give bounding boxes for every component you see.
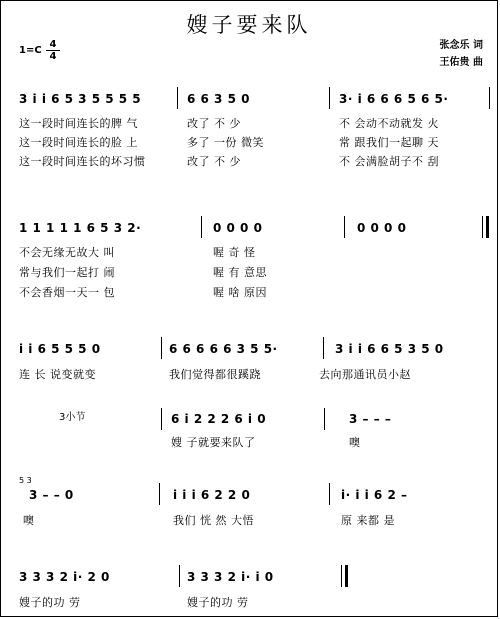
barline	[323, 337, 324, 359]
time-signature	[46, 39, 60, 62]
barline	[179, 565, 180, 587]
measure-notes: 1 1 1 1 1 6 5 3 2·	[19, 221, 142, 235]
barline	[161, 408, 162, 430]
lyric-verse-1: 不会无缘无故大 叫	[19, 246, 115, 259]
song-title: 嫂子要来队	[186, 13, 312, 37]
barline	[177, 87, 178, 109]
time-signature-top: 4	[49, 39, 57, 50]
lyric-verse-3: 这一段时间连长的坏习惯	[19, 155, 146, 168]
barline	[324, 408, 325, 430]
measure-notes: i· i i 6 2 –	[341, 488, 408, 502]
lyric-verse-1: 嫂子的功 劳	[19, 596, 81, 609]
lyric-verse-3: 喔 啥 原因	[213, 286, 267, 299]
barline	[482, 216, 483, 238]
measure-notes: 3 i i 6 6 5 3 5 0	[335, 342, 444, 356]
measure-notes: 6 6 3 5 0	[187, 92, 250, 106]
lyric-verse-1: 我们 恍 然 大悟	[173, 514, 254, 527]
lyric-verse-1: 嫂子的功 劳	[187, 596, 249, 609]
barline	[329, 483, 330, 505]
lyric-verse-1: 连 长 说变就变	[19, 368, 96, 381]
measure-notes: 3 3 3 2 i· i 0	[187, 570, 274, 584]
lyric-verse-1: 喔 奇 怪	[213, 246, 256, 259]
lyric-verse-3: 不会香烟一天一 包	[19, 286, 115, 299]
grace-notes: 5 3	[19, 476, 32, 485]
lyric-verse-1: 原 来都 是	[341, 514, 395, 527]
measure-notes: 0 0 0 0	[357, 221, 407, 235]
measure-notes: 0 0 0 0	[213, 221, 263, 235]
measure-notes: 3 – – –	[349, 412, 392, 426]
barline	[159, 483, 160, 505]
bars-label: 3小节	[59, 412, 86, 423]
time-signature-bottom: 4	[46, 50, 60, 62]
lyric-verse-1: 不 会动不动就发 火	[339, 117, 439, 130]
lyric-verse-1: 这一段时间连长的脾 气	[19, 117, 138, 130]
lyric-verse-2: 多了 一份 微笑	[187, 136, 264, 149]
lyric-verse-3: 不 会满脸胡子不 刮	[339, 155, 439, 168]
measure-notes: 3 – – 0	[29, 488, 74, 502]
repeat-end-barline	[486, 216, 489, 238]
composer-credit: 王佑贵 曲	[439, 57, 483, 68]
measure-notes: 3 3 3 2 i· 2 0	[19, 570, 110, 584]
lyric-verse-1: 我们觉得都很蹊跷	[169, 368, 261, 381]
measure-notes: 3· i 6 6 6 5 6 5·	[339, 92, 449, 106]
lyric-verse-1: 噢	[349, 436, 361, 449]
barline	[201, 216, 202, 238]
lyric-verse-2: 喔 有 意思	[213, 266, 267, 279]
barline	[341, 565, 342, 587]
lyric-verse-1: 去向那通讯员小赵	[319, 368, 411, 381]
key-signature: 1=C	[19, 45, 42, 56]
lyric-verse-1: 噢	[23, 514, 35, 527]
barline	[161, 337, 162, 359]
barline	[344, 216, 345, 238]
measure-notes: 3 i i 6 5 3 5 5 5 5	[19, 92, 142, 106]
measure-notes: 6 i 2 2 2 6 i 0	[171, 412, 267, 426]
measure-notes: 6 6 6 6 6 3 5 5·	[169, 342, 278, 356]
lyric-verse-1: 改了 不 少	[187, 117, 241, 130]
final-barline	[345, 565, 348, 587]
lyric-verse-2: 常 跟我们一起聊 天	[339, 136, 439, 149]
lyric-verse-2: 这一段时间连长的脸 上	[19, 136, 138, 149]
lyricist-credit: 张念乐 词	[439, 40, 483, 51]
lyric-verse-2: 常与我们一起打 闹	[19, 266, 115, 279]
measure-notes: i i i 6 2 2 0	[173, 488, 251, 502]
lyric-verse-1: 嫂 子就要来队了	[171, 436, 256, 449]
barline	[329, 87, 330, 109]
measure-notes: i i 6 5 5 5 0	[19, 342, 101, 356]
barline	[489, 87, 490, 109]
lyric-verse-3: 改了 不 少	[187, 155, 241, 168]
